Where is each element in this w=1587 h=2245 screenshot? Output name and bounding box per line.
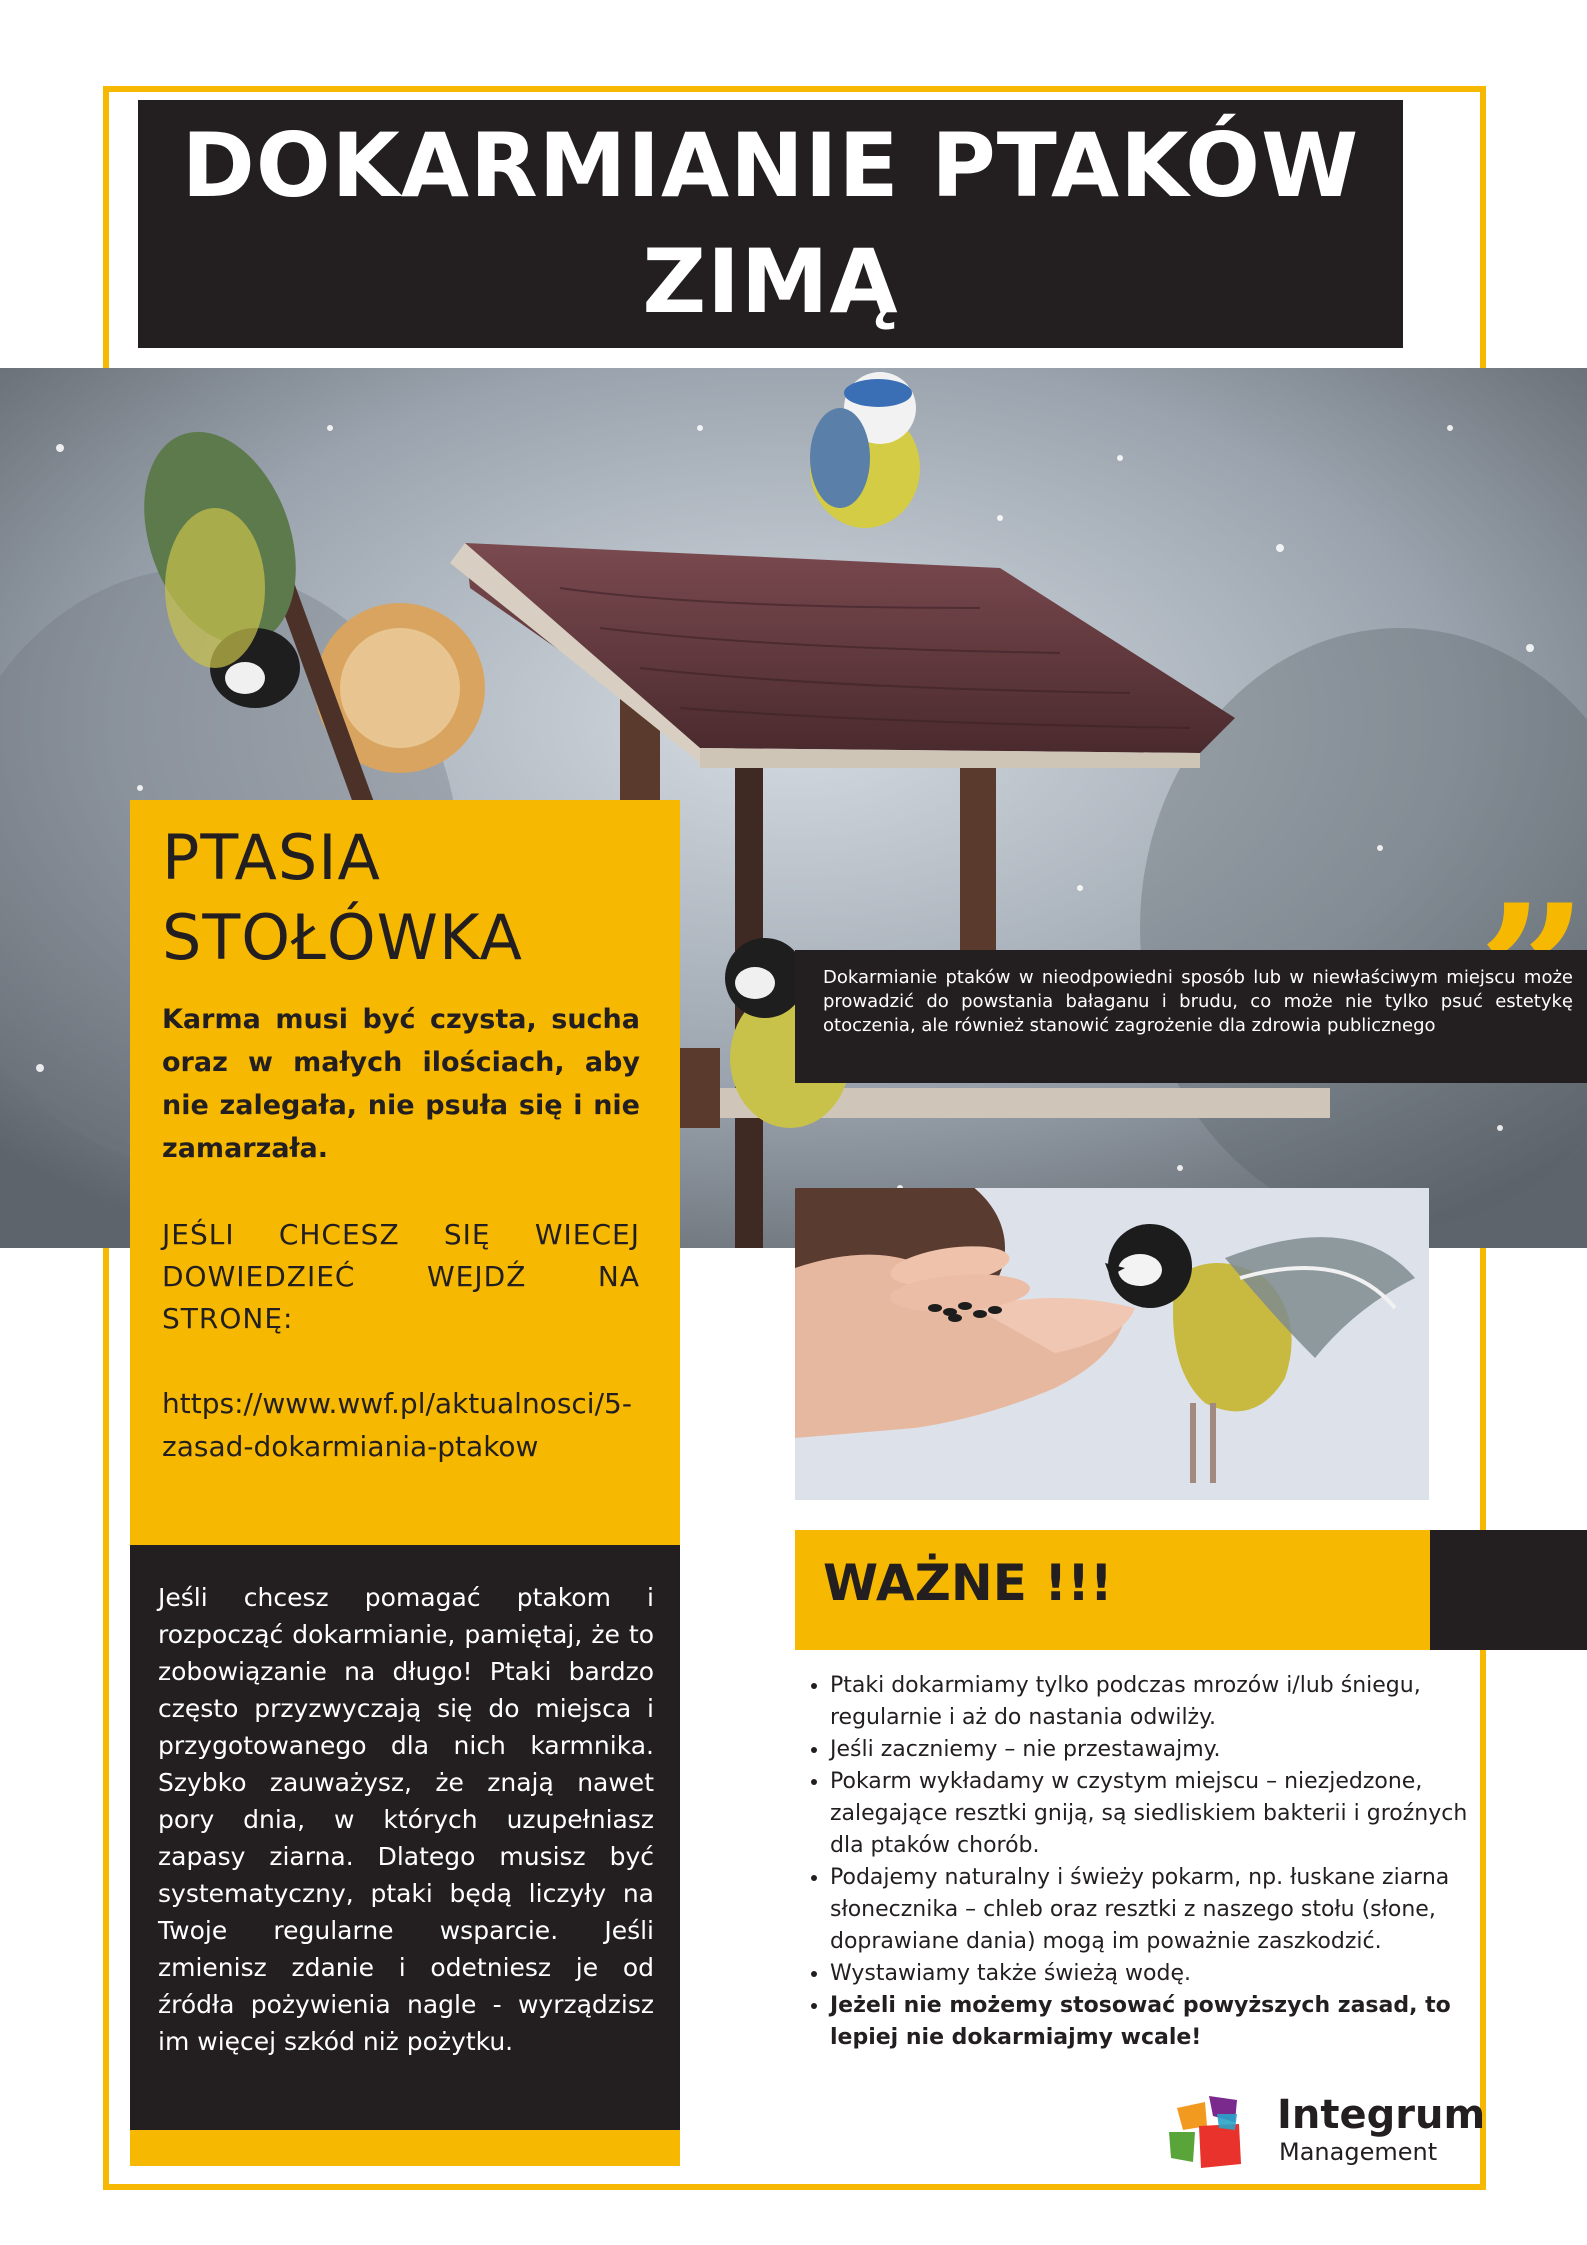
important-heading: WAŻNE !!! xyxy=(823,1554,1113,1612)
page-title xyxy=(182,108,1359,340)
title-banner xyxy=(138,100,1403,348)
list-item: • Wystawiamy także świeżą wodę. xyxy=(830,1958,1490,1990)
logo-subtitle: Management xyxy=(1279,2138,1438,2166)
panel-heading-line-1: PTASIA xyxy=(162,821,381,894)
list-item: • Pokarm wykładamy w czystym miejscu – niezjedzone, zalegające resztki gniją, są siedliskiem bakterii i groźnych dla ptaków chorób. xyxy=(830,1766,1490,1862)
cta-text: JEŚLI CHCESZ SIĘ WIECEJ DOWIEDZIEĆ WEJDŹ NA STRONĘ: xyxy=(162,1218,640,1335)
important-accent xyxy=(1430,1530,1587,1650)
important-header xyxy=(795,1530,1430,1650)
list-item: • Podajemy naturalny i świeży pokarm, np. łuskane ziarna słonecznika – chleb oraz resztki z naszego stołu (słone, doprawiane dania) mogą im poważnie zaszkodzić. xyxy=(830,1862,1490,1958)
integrum-logo xyxy=(1165,2092,1485,2172)
ptasia-stolowka-panel xyxy=(130,800,680,1545)
important-list xyxy=(808,1670,1490,2054)
panel-heading xyxy=(162,818,640,978)
quote-text: Dokarmianie ptaków w nieodpowiedni sposób lub w niewłaściwym miejscu może prowadzić do powstania bałaganu i brudu, co może nie tylko psuć estetykę otoczenia, ale również stanowić zagrożenie dla zdrowia publicznego xyxy=(823,967,1573,1036)
list-item: • Ptaki dokarmiamy tylko podczas mrozów i/lub śniegu, regularnie i aż do nastania odwilży. xyxy=(830,1670,1490,1734)
hand-feeding-photo xyxy=(795,1188,1429,1500)
info-panel xyxy=(130,1545,680,2130)
quote-box xyxy=(795,950,1587,1083)
logo-brand: Integrum xyxy=(1277,2092,1486,2138)
list-item: • Jeśli zaczniemy – nie przestawajmy. xyxy=(830,1734,1490,1766)
panel-heading-line-2: STOŁÓWKA xyxy=(162,901,523,974)
integrum-logo-icon xyxy=(1165,2092,1269,2172)
title-line-2: ZIMĄ xyxy=(642,230,899,333)
yellow-strip xyxy=(130,2130,680,2166)
lead-text: Karma musi być czysta, sucha oraz w małych ilościach, aby nie zalegała, nie psuła się i nie zamarzała. xyxy=(162,1004,640,1164)
title-line-1: DOKARMIANIE PTAKÓW xyxy=(181,114,1360,217)
info-text: Jeśli chcesz pomagać ptakom i rozpocząć dokarmianie, pamiętaj, że to zobowiązanie na długo! Ptaki bardzo często przyzwyczają się do miejsca i przygotowanego dla nich karmnika. Szybko zauważysz, że znają nawet pory dnia, w których uzupełniasz zapasy ziarna. Dlatego musisz być systematyczny, ptaki będą liczyły na Twoje regularne wsparcie. Jeśli zmienisz zdanie i odetniesz je od źródła pożywienia nagle - wyrządzisz im więcej szkód niż pożytku. xyxy=(158,1583,654,2056)
wwf-link[interactable]: https://www.wwf.pl/aktualnosci/5-zasad-dokarmiania-ptakow xyxy=(162,1387,632,1463)
list-item: • Jeżeli nie możemy stosować powyższych zasad, to lepiej nie dokarmiajmy wcale! xyxy=(830,1990,1490,2054)
